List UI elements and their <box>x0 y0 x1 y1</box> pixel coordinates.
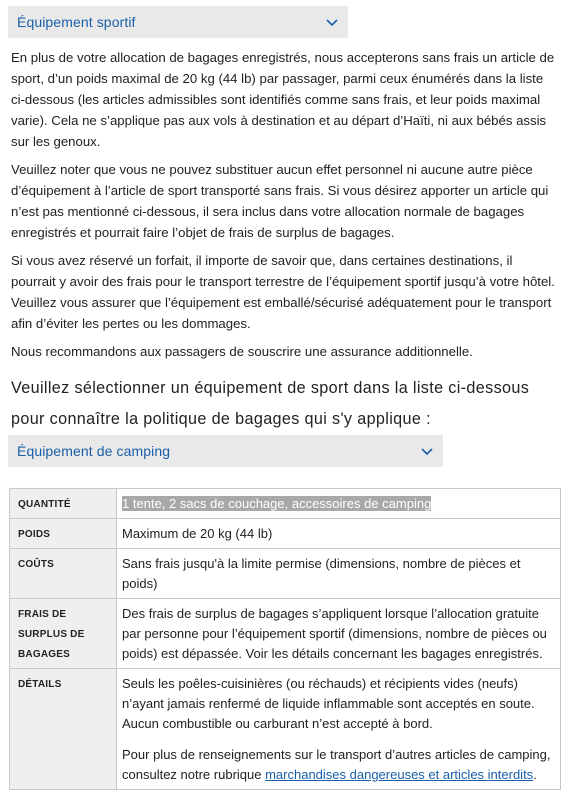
select-equipment-heading: Veuillez sélectionner un équipement de sport dans la liste ci-dessous pour connaître la politique de bagages qui s'y applique : <box>11 379 530 428</box>
details-text: Seuls les poêles-cuisinières (ou réchauds) et récipients vides (neufs) n’ayant jamais renfermé de liquide inflammable sont acceptés en soute. Aucun combustible ou carburant n’est accepté à bord. <box>122 676 535 731</box>
selected-equipment-label: Équipement de camping <box>17 443 171 459</box>
row-value-excess-fees: Des frais de surplus de bagages s’appliquent lorsque l’allocation gratuite par personne pour l’équipement sportif (dimensions, nombre de pièces ou poids) est dépassée. Voir les détails concernant les bagages enregistrés. <box>117 599 561 669</box>
row-label-costs: COÛTS <box>10 549 117 599</box>
row-label-details: DÉTAILS <box>10 669 117 790</box>
accordion-title: Équipement sportif <box>17 14 136 30</box>
table-row <box>10 519 561 549</box>
chevron-down-icon[interactable] <box>325 18 339 27</box>
details-more-end: . <box>533 767 537 782</box>
dangerous-goods-link[interactable]: marchandises dangereuses et articles interdits <box>265 767 534 782</box>
row-value-quantity <box>117 489 561 519</box>
intro-paragraph: En plus de votre allocation de bagages enregistrés, nous accepterons sans frais un article de sport, d’un poids maximal de 20 kg (44 lb) par passager, parmi ceux énumérés dans la liste ci-dessous (les articles admissibles sont identifiés comme sans frais, et leur poids maximal varie). Cela ne s’applique pas aux vols à destination et au départ d’Haïti, ni aux bébés assis sur les genoux. <box>11 50 555 149</box>
insurance-paragraph: Nous recommandons aux passagers de souscrire une assurance additionnelle. <box>11 344 473 359</box>
row-value-details <box>117 669 561 790</box>
sports-equipment-accordion[interactable] <box>8 6 348 38</box>
chevron-down-icon[interactable] <box>420 447 434 456</box>
baggage-policy-table <box>9 488 561 790</box>
details-more-text <box>122 745 554 785</box>
row-label-quantity: QUANTITÉ <box>10 489 117 519</box>
table-row <box>10 549 561 599</box>
row-label-weight: POIDS <box>10 519 117 549</box>
selected-text[interactable]: 1 tente, 2 sacs de couchage, accessoires de camping <box>122 496 432 511</box>
table-row <box>10 489 561 519</box>
equipment-type-select[interactable] <box>8 435 443 467</box>
row-value-costs: Sans frais jusqu'à la limite permise (dimensions, nombre de pièces et poids) <box>117 549 561 599</box>
row-value-weight: Maximum de 20 kg (44 lb) <box>117 519 561 549</box>
table-row <box>10 599 561 669</box>
details-more-lead: Pour plus de renseignements sur le transport d’autres articles de camping, consultez notre rubrique <box>122 747 551 782</box>
row-label-excess-fees: FRAIS DE SURPLUS DE BAGAGES <box>10 599 117 669</box>
package-paragraph: Si vous avez réservé un forfait, il importe de savoir que, dans certaines destinations, il pourrait y avoir des frais pour le transport terrestre de l’équipement sportif jusqu’à votre hôtel. Veuillez vous assurer que l’équipement est emballé/sécurisé adéquatement pour le transport afin d’éviter les pertes ou les dommages. <box>11 253 555 331</box>
table-row <box>10 669 561 790</box>
substitution-paragraph: Veuillez noter que vous ne pouvez substituer aucun effet personnel ni aucune autre pièce d’équipement à l’article de sport transporté sans frais. Si vous désirez apporter un article qui n’est pas mentionné ci-dessous, il sera inclus dans votre allocation normale de bagages enregistrés et pourrait faire l’objet de frais de surplus de bagages. <box>11 162 549 240</box>
